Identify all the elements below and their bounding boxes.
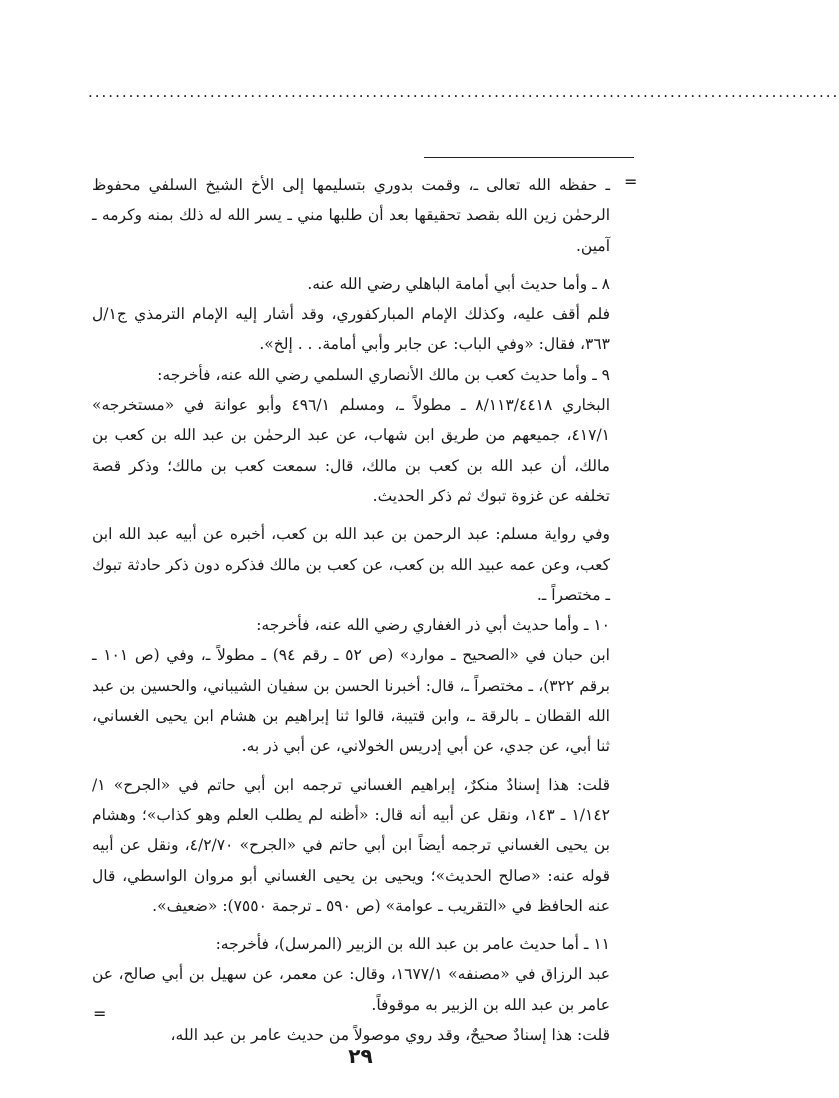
paragraph-hadith-9-heading: ٩ ـ وأما حديث كعب بن مالك الأنصاري السلمي رضي الله عنه، فأخرجه: bbox=[157, 365, 610, 384]
continuation-mark-start: = bbox=[624, 172, 638, 191]
footnote-body bbox=[92, 170, 610, 1050]
page-number: ٢٩ bbox=[348, 1044, 373, 1068]
paragraph-continuation: ـ حفظه الله تعالى ـ، وقمت بدوري بتسليمها إلى الأخ الشيخ السلفي محفوظ الرحمٰن زين الله بقصد تحقيقها بعد أن طلبها مني ـ يسر الله له ذلك بمنه وكرمه ـ آمين. bbox=[92, 176, 610, 255]
paragraph-hadith-10-takhrij: ابن حبان في «الصحيح ـ موارد» (ص ٥٢ ـ رقم ٩٤) ـ مطولاً ـ، وفي (ص ١٠١ ـ برقم ٣٢٢)، ـ مختصراً ـ، قال: أخبرنا الحسن بن سفيان الشيباني، والحسين بن عبد الله القطان ـ بالرقة ـ، وابن قتيبة، قالوا ثنا إبراهيم بن هشام ابن يحيى الغساني، ثنا أبي، عن جدي، عن أبي إدريس الخولاني، عن أبي ذر به. bbox=[92, 646, 610, 756]
paragraph-hadith-8-note: فلم أقف عليه، وكذلك الإمام المباركفوري، وقد أشار إليه الإمام الترمذي ج١/ل ٣٦٣، فقال: «وفي الباب: عن جابر وأبي أمامة. . . إلخ». bbox=[92, 305, 610, 354]
paragraph-hadith-9-takhrij: البخاري ٨/١١٣/٤٤١٨ ـ مطولاً ـ، ومسلم ٤٩٦/١ وأبو عوانة في «مستخرجه» ٤١٧/١، جميعهم من طريق ابن شهاب، عن عبد الرحمٰن بن عبد الله بن كعب بن مالك، أن عبد الله بن كعب بن مالك، قال: سمعت كعب بن مالك؛ وذكر قصة تخلفه عن غزوة تبوك ثم ذكر الحديث. bbox=[92, 396, 610, 505]
paragraph-hadith-11-takhrij: عبد الرزاق في «مصنفه» ١٦٧٧/١، وقال: عن معمر، عن سهيل بن أبي صالح، عن عامر بن عبد الله بن الزبير به موقوفاً. bbox=[92, 965, 610, 1014]
paragraph-hadith-10-heading: ١٠ ـ وأما حديث أبي ذر الغفاري رضي الله عنه، فأخرجه: bbox=[256, 616, 610, 635]
paragraph-muslim-narration: وفي رواية مسلم: عبد الرحمن بن عبد الله بن كعب، أخبره عن أبيه عبد الله ابن كعب، وعن عمه عبيد الله بن كعب، عن كعب بن مالك فذكره دون ذكر حادثة تبوك ـ مختصراً ـ. bbox=[92, 525, 610, 604]
paragraph-hadith-10-verdict: قلت: هذا إسنادٌ منكرٌ، إبراهيم الغساني ترجمه ابن أبي حاتم في «الجرح» ١/ ١/١٤٢ ـ ١٤٣، ونقل عن أبيه أنه قال: «أظنه لم يطلب العلم وهو كذاب»؛ وهشام بن يحيى الغساني ترجمه أيضاً ابن أبي حاتم في «الجرح» ٤/٢/٧٠، ونقل عن أبيه قوله عنه: «صالح الحديث»؛ ويحيى بن يحيى الغساني أبو مروان الواسطي، قال عنه الحافظ في «التقريب ـ عوامة» (ص ٥٩٠ ـ ترجمة ٧٥٥٠): «ضعيف». bbox=[92, 775, 610, 915]
footnote-separator bbox=[424, 157, 634, 158]
header-dotted-line: ............................................................................................................... bbox=[88, 83, 839, 101]
paragraph-hadith-11-verdict: قلت: هذا إسنادٌ صحيحٌ، وقد روي موصولاً من حديث عامر بن عبد الله، bbox=[170, 1026, 610, 1045]
continuation-mark-end: = bbox=[93, 1004, 107, 1023]
paragraph-hadith-11-heading: ١١ ـ أما حديث عامر بن عبد الله بن الزبير (المرسل)، فأخرجه: bbox=[215, 935, 610, 954]
paragraph-hadith-8-heading: ٨ ـ وأما حديث أبي أمامة الباهلي رضي الله عنه. bbox=[307, 274, 610, 293]
